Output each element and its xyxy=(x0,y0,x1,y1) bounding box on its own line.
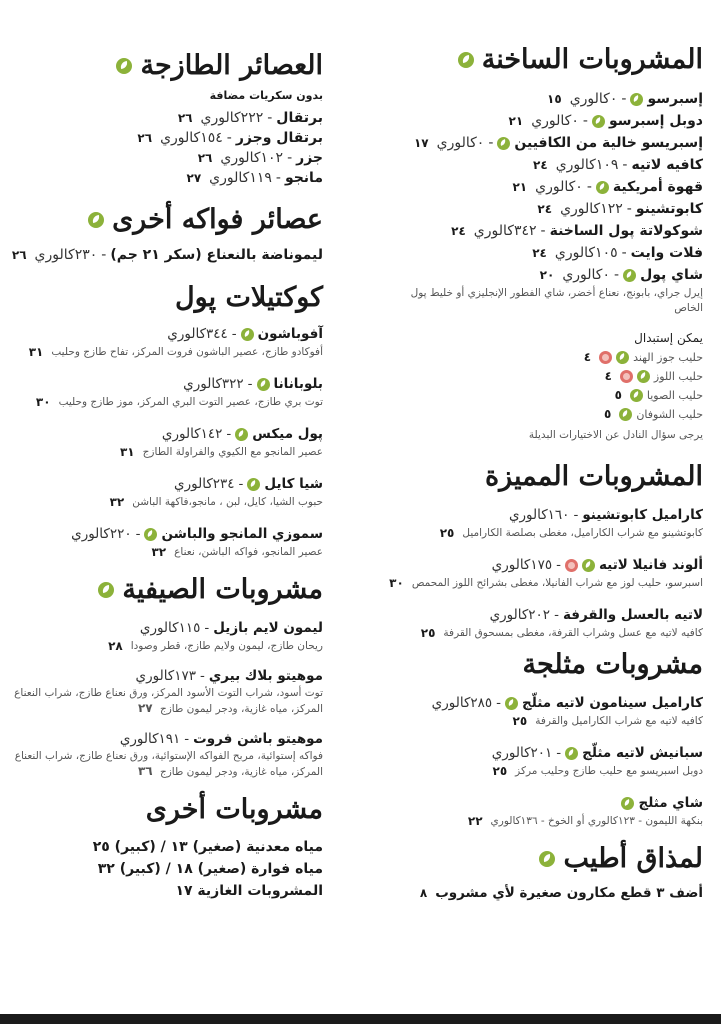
leaf-icon xyxy=(505,697,518,710)
menu-item: ليموناضة بالنعناع (سكر ٢١ جم) - ٢٣٠كالوري ٢٦ xyxy=(0,244,323,266)
alternatives-note: يرجى سؤال النادل عن الاختيارات البديلة xyxy=(528,429,703,441)
leaf-icon xyxy=(623,269,636,282)
menu-item: سبانيش لاتيه مثلّج - ٢٠١كالوري دوبل اسبريسو مع حليب طازج وحليب مركز ٢٥ xyxy=(491,745,703,778)
item-description: كافيه لاتيه مع شراب الكاراميل والقرفة xyxy=(535,714,703,727)
item-calories: ٠كالوري xyxy=(569,91,618,107)
menu-item: شوكولاتة پول الساخنة - ٣٤٢كالوري ٢٤ xyxy=(363,220,703,242)
item-price: ٢٥ xyxy=(512,714,528,728)
section-title-text: لمذاق أطيب xyxy=(563,843,703,874)
milk-option xyxy=(363,386,703,405)
menu-item: كابوتشينو - ١٢٢كالوري ٢٤ xyxy=(363,198,703,220)
leaf-icon xyxy=(116,58,132,74)
menu-item: دوبل إسبرسو - ٠كالوري ٢١ xyxy=(363,110,703,132)
item-description: أفوكادو طازج، عصير الباشون فروت المركز، تفاح طازج وحليب xyxy=(51,345,323,358)
item-name: مياه معدنية (صغير) ١٣ / (كبير) ٢٥ xyxy=(92,839,323,855)
item-name: ألوند فانيلا لاتيه xyxy=(599,557,703,573)
leaf-icon xyxy=(621,797,634,810)
item-description: توت أسود، شراب التوت الأسود المركز، ورق نعناع طازج، شراب النعناع المركز، مياه غازية، ودجر ليمون طازج xyxy=(14,687,323,715)
leaf-icon xyxy=(596,181,609,194)
leaf-icon xyxy=(619,408,632,421)
item-name: ليموناضة بالنعناع (سكر ٢١ جم) xyxy=(110,247,323,263)
leaf-icon xyxy=(88,212,104,228)
item-name: آفوباشون xyxy=(257,326,323,342)
leaf-icon xyxy=(630,389,643,402)
item-calories: ٢٨٥كالوري xyxy=(431,695,493,711)
item-name: موهيتو بلاك بيري xyxy=(208,668,323,684)
item-name: إسبرسو xyxy=(647,91,703,107)
menu-item: كاراميل سينامون لاتيه مثلّج - ٢٨٥كالوري كافيه لاتيه مع شراب الكاراميل والقرفة ٢٥ xyxy=(431,695,703,728)
item-price: ٢٧ xyxy=(186,171,202,185)
item-name: ليمون لايم بازيل xyxy=(213,620,323,636)
leaf-icon xyxy=(497,137,510,150)
milk-name: حليب جوز الهند xyxy=(633,351,703,364)
item-price: ٢٥ xyxy=(420,626,436,640)
macaron-addon xyxy=(363,883,703,903)
milk-name: حليب اللوز xyxy=(653,370,703,383)
item-description: بنكهة الليمون - ١٢٣كالوري أو الخوخ - ١٣٦كالوري xyxy=(490,814,703,827)
item-description: حبوب الشيا، كايل، لبن ، مانجو،فاكهة الباشن xyxy=(132,495,323,508)
item-name: شوكولاتة پول الساخنة xyxy=(549,223,703,239)
addon-price: ٨ xyxy=(419,886,428,900)
item-name: المشروبات الغازية ١٧ xyxy=(175,883,323,899)
item-calories: ٣٢٢كالوري xyxy=(183,376,244,392)
menu-item: قهوة أمريكية - ٠كالوري ٢١ xyxy=(363,176,703,198)
item-price: ٢٤ xyxy=(537,202,553,216)
milk-price: ٥ xyxy=(604,407,612,421)
item-calories: ١١٥كالوري xyxy=(139,620,201,636)
item-name: فلات وايت xyxy=(630,245,703,261)
item-name: مانجو xyxy=(284,170,323,186)
section-title-other-drinks xyxy=(0,794,323,826)
item-name: سبانيش لاتيه مثلّج xyxy=(582,745,703,761)
section-title-text: العصائر الطازجة xyxy=(140,50,323,81)
item-name: شاي مثلج xyxy=(638,795,703,811)
item-name: پول ميكس xyxy=(252,426,323,442)
left-column xyxy=(0,0,323,902)
item-calories: ١٧٣كالوري xyxy=(135,668,196,684)
item-description: توت بري طازج، عصير التوت البري المركز، موز طازج وحليب xyxy=(58,395,323,408)
menu-item: موهيتو بلاك بيري - ١٧٣كالوري توت أسود، شراب التوت الأسود المركز، ورق نعناع طازج، شراب النعناع المركز، مياه غازية، ودجر ليمون طازج ٢٧ xyxy=(14,668,323,715)
item-name: إسبريسو خالية من الكافيين xyxy=(514,135,703,151)
menu-item xyxy=(0,858,323,880)
menu-item: بلوبانانا - ٣٢٢كالوري توت بري طازج، عصير التوت البري المركز، موز طازج وحليب ٣٠ xyxy=(35,376,323,409)
section-title-fresh-juices xyxy=(0,50,323,82)
item-name: جزر xyxy=(296,150,323,166)
leaf-icon xyxy=(637,370,650,383)
item-price: ١٥ xyxy=(547,92,562,106)
leaf-icon xyxy=(257,378,270,391)
section-title-better-taste xyxy=(363,843,703,875)
item-calories: ٣٤٢كالوري xyxy=(473,223,537,239)
item-price: ٢٥ xyxy=(439,526,455,540)
item-price: ٣١ xyxy=(28,345,44,359)
section-title-text: كوكتيلات پول xyxy=(175,282,323,313)
leaf-icon xyxy=(539,851,555,867)
leaf-icon xyxy=(565,747,578,760)
item-price: ٢٦ xyxy=(177,111,193,125)
item-description: إيرل جراي، بابونج، نعناع أخضر، شاي الفطور الإنجليزي أو خليط پول الخاص xyxy=(410,287,703,314)
item-price: ٣٢ xyxy=(151,545,167,559)
item-price: ٣٠ xyxy=(389,576,404,590)
menu-item: جزر - ١٠٢كالوري ٢٦ xyxy=(197,150,323,166)
item-name: لاتيه بالعسل والقرفة xyxy=(562,607,703,623)
item-calories: ١٥٤كالوري xyxy=(160,130,223,146)
item-calories: ١٧٥كالوري xyxy=(491,557,553,573)
other-drinks-list xyxy=(0,836,323,902)
section-title-iced-drinks xyxy=(363,649,703,681)
menu-item: كاراميل كابوتشينو - ١٦٠كالوري كابوتشينو مع شراب الكاراميل، مغطى بصلصة الكاراميل ٢٥ xyxy=(439,507,703,540)
menu-item: ألوند فانيلا لاتيه - ١٧٥كالوري اسبرسو، حليب لوز مع شراب الفانيلا، مغطى بشرائح اللوز المحمص ٣٠ xyxy=(389,557,703,590)
milk-name: حليب الشوفان xyxy=(636,408,703,421)
item-price: ٣٦ xyxy=(137,764,153,778)
item-calories: ١٦٠كالوري xyxy=(508,507,570,523)
item-description: كابوتشينو مع شراب الكاراميل، مغطى بصلصة الكاراميل xyxy=(462,526,703,539)
item-price: ١٧ xyxy=(413,136,429,150)
item-price: ٢١ xyxy=(512,180,528,194)
addon-text: أضف ٣ قطع مكارون صغيرة لأي مشروب xyxy=(435,885,703,901)
section-title-text: عصائر فواكه أخرى xyxy=(112,204,323,235)
item-name: شيا كايل xyxy=(264,476,323,492)
special-drinks-list xyxy=(363,505,703,641)
leaf-icon xyxy=(458,52,474,68)
item-price: ٢٦ xyxy=(137,131,153,145)
item-name: قهوة أمريكية xyxy=(612,179,703,195)
menu-item: إسبرسو - ٠كالوري ١٥ xyxy=(363,88,703,110)
leaf-icon xyxy=(98,582,114,598)
cocktails-list xyxy=(0,324,323,560)
item-name: كابوتشينو xyxy=(635,201,703,217)
iced-drinks-list xyxy=(363,693,703,829)
milk-price: ٥ xyxy=(614,388,622,402)
item-description: ريحان طازج، ليمون ولايم طازج، قطر وصودا xyxy=(130,639,323,652)
item-description: كافيه لاتيه مع عسل وشراب القرفة، مغطى بمسحوق القرفة xyxy=(443,626,703,639)
section-title-text: المشروبات الساخنة xyxy=(481,44,703,75)
section-title-text: مشروبات أخرى xyxy=(145,794,323,825)
item-calories: ١٤٢كالوري xyxy=(161,426,223,442)
item-description: دوبل اسبريسو مع حليب طازج وحليب مركز xyxy=(515,764,703,777)
item-price: ٢٨ xyxy=(108,639,123,653)
item-price: ٢٤ xyxy=(451,224,466,238)
leaf-icon xyxy=(235,428,248,441)
section-title-text: مشروبات الصيفية xyxy=(122,574,323,605)
item-price: ٢٢ xyxy=(467,814,483,828)
item-calories: ١٠٢كالوري xyxy=(220,150,284,166)
summer-drinks-list xyxy=(0,618,323,780)
item-price: ٢٧ xyxy=(137,701,153,715)
menu-item: ليمون لايم بازيل - ١١٥كالوري ريحان طازج، ليمون ولايم طازج، قطر وصودا ٢٨ xyxy=(108,620,323,653)
item-name: شاي پول xyxy=(640,267,703,283)
milk-price: ٤ xyxy=(583,350,592,364)
item-price: ٢١ xyxy=(508,114,524,128)
item-name: دوبل إسبرسو xyxy=(608,113,703,129)
menu-item xyxy=(0,880,323,902)
menu-item: برتقال - ٢٢٢كالوري ٢٦ xyxy=(177,110,323,126)
section-title-cocktails xyxy=(0,282,323,314)
nut-icon xyxy=(620,370,633,383)
item-description: عصير المانجو مع الكيوي والفراولة الطازج xyxy=(142,445,323,458)
milk-option xyxy=(363,348,703,367)
item-calories: ٠كالوري xyxy=(562,267,611,283)
item-price: ٣١ xyxy=(119,445,135,459)
item-calories: ٠كالوري xyxy=(531,113,579,129)
leaf-icon xyxy=(144,528,157,541)
item-name: كاراميل كابوتشينو xyxy=(582,507,703,523)
item-calories: ٠كالوري xyxy=(535,179,583,195)
menu-item: سموزي المانجو والباشن - ٢٢٠كالوري عصير المانجو، فواكه الباشن، نعناع ٣٢ xyxy=(71,526,323,559)
item-price: ٢٤ xyxy=(533,158,548,172)
item-name: كافيه لاتيه xyxy=(631,157,703,173)
item-calories: ٢٢٢كالوري xyxy=(200,110,264,126)
item-calories: ٣٤٤كالوري xyxy=(167,326,228,342)
menu-item: پول ميكس - ١٤٢كالوري عصير المانجو مع الكيوي والفراولة الطازج ٣١ xyxy=(119,426,323,459)
item-calories: ٢٣٤كالوري xyxy=(174,476,235,492)
item-price: ٢٤ xyxy=(532,246,547,260)
leaf-icon xyxy=(247,478,260,491)
menu-item: مانجو - ١١٩كالوري ٢٧ xyxy=(186,170,323,186)
item-name: بلوبانانا xyxy=(273,376,323,392)
item-name: موهيتو باشن فروت xyxy=(193,731,323,747)
item-price: ٢٦ xyxy=(197,151,213,165)
item-calories: ٢٣٠كالوري xyxy=(34,247,98,263)
item-price: ٢٥ xyxy=(492,764,508,778)
item-name: برتقال xyxy=(276,110,323,126)
item-calories: ١٢٢كالوري xyxy=(560,201,623,217)
item-description: عصير المانجو، فواكه الباشن، نعناع xyxy=(174,545,323,558)
nut-icon xyxy=(565,559,578,572)
milk-option xyxy=(363,405,703,424)
item-calories: ٠كالوري xyxy=(436,135,485,151)
menu-item: موهيتو باشن فروت - ١٩١كالوري فواكه إستوائية، مربح الفواكه الإستوائية، ورق نعناع طازج، شراب النعناع المركز، مياه غازية، ودجر ليمون طازج ٣٦ xyxy=(14,731,323,778)
leaf-icon xyxy=(241,328,254,341)
section-title-summer-drinks xyxy=(0,574,323,606)
item-calories: ٢٢٠كالوري xyxy=(71,526,132,542)
item-calories: ٢٠٢كالوري xyxy=(489,607,551,623)
item-description: فواكه إستوائية، مربح الفواكه الإستوائية، ورق نعناع طازج، شراب النعناع المركز، مياه غازية، ودجر ليمون طازج xyxy=(14,750,323,778)
section-title-text: المشروبات المميزة xyxy=(484,461,703,492)
menu-item: آفوباشون - ٣٤٤كالوري أفوكادو طازج، عصير الباشون فروت المركز، تفاح طازج وحليب ٣١ xyxy=(28,326,323,359)
section-title-hot-drinks xyxy=(363,44,703,76)
fresh-juices-list xyxy=(0,108,323,188)
item-calories: ١٠٥كالوري xyxy=(554,245,618,261)
leaf-icon xyxy=(616,351,629,364)
item-description: اسبرسو، حليب لوز مع شراب الفانيلا، مغطى بشرائح اللوز المحمص xyxy=(411,576,703,589)
menu-item: برتقال وجزر - ١٥٤كالوري ٢٦ xyxy=(137,130,323,146)
item-price: ٢٦ xyxy=(11,248,27,262)
item-price: ٣٢ xyxy=(109,495,125,509)
hot-drinks-list xyxy=(363,88,703,443)
menu-item: شاي پول - ٠كالوري ٢٠ xyxy=(363,264,703,286)
item-price: ٣٠ xyxy=(35,395,51,409)
section-title-special-drinks xyxy=(363,461,703,493)
leaf-icon xyxy=(630,93,643,106)
item-price: ٢٠ xyxy=(539,268,555,282)
item-calories: ١٠٩كالوري xyxy=(555,157,619,173)
item-calories: ٢٠١كالوري xyxy=(491,745,553,761)
menu-item: شيا كايل - ٢٣٤كالوري حبوب الشيا، كايل، لبن ، مانجو،فاكهة الباشن ٣٢ xyxy=(109,476,323,509)
item-name: مياه فوارة (صغير) ١٨ / (كبير) ٣٢ xyxy=(97,861,323,877)
substitute-label: يمكن إستبدال xyxy=(634,331,703,345)
leaf-icon xyxy=(582,559,595,572)
section-title-text: مشروبات مثلجة xyxy=(522,649,703,680)
item-calories: ١١٩كالوري xyxy=(209,170,272,186)
milk-name: حليب الصويا xyxy=(646,389,703,402)
milk-option xyxy=(363,367,703,386)
right-column xyxy=(363,0,703,903)
menu-item: فلات وايت - ١٠٥كالوري ٢٤ xyxy=(363,242,703,264)
milk-price: ٤ xyxy=(604,369,612,383)
leaf-icon xyxy=(592,115,605,128)
section-title-other-juices xyxy=(0,204,323,236)
item-name: برتقال وجزر xyxy=(235,130,323,146)
menu-item xyxy=(363,793,703,829)
no-added-sugar-note: بدون سكريات مضافة xyxy=(209,89,323,102)
menu-item: لاتيه بالعسل والقرفة - ٢٠٢كالوري كافيه لاتيه مع عسل وشراب القرفة، مغطى بمسحوق القرفة ٢٥ xyxy=(420,607,703,640)
nut-icon xyxy=(599,351,612,364)
menu-item: كافيه لاتيه - ١٠٩كالوري ٢٤ xyxy=(363,154,703,176)
menu-item: إسبريسو خالية من الكافيين - ٠كالوري ١٧ xyxy=(363,132,703,154)
item-name: كاراميل سينامون لاتيه مثلّج xyxy=(522,695,703,711)
item-calories: ١٩١كالوري xyxy=(119,731,181,747)
item-name: سموزي المانجو والباشن xyxy=(161,526,323,542)
menu-item xyxy=(0,836,323,858)
bottom-bar xyxy=(0,1014,721,1024)
